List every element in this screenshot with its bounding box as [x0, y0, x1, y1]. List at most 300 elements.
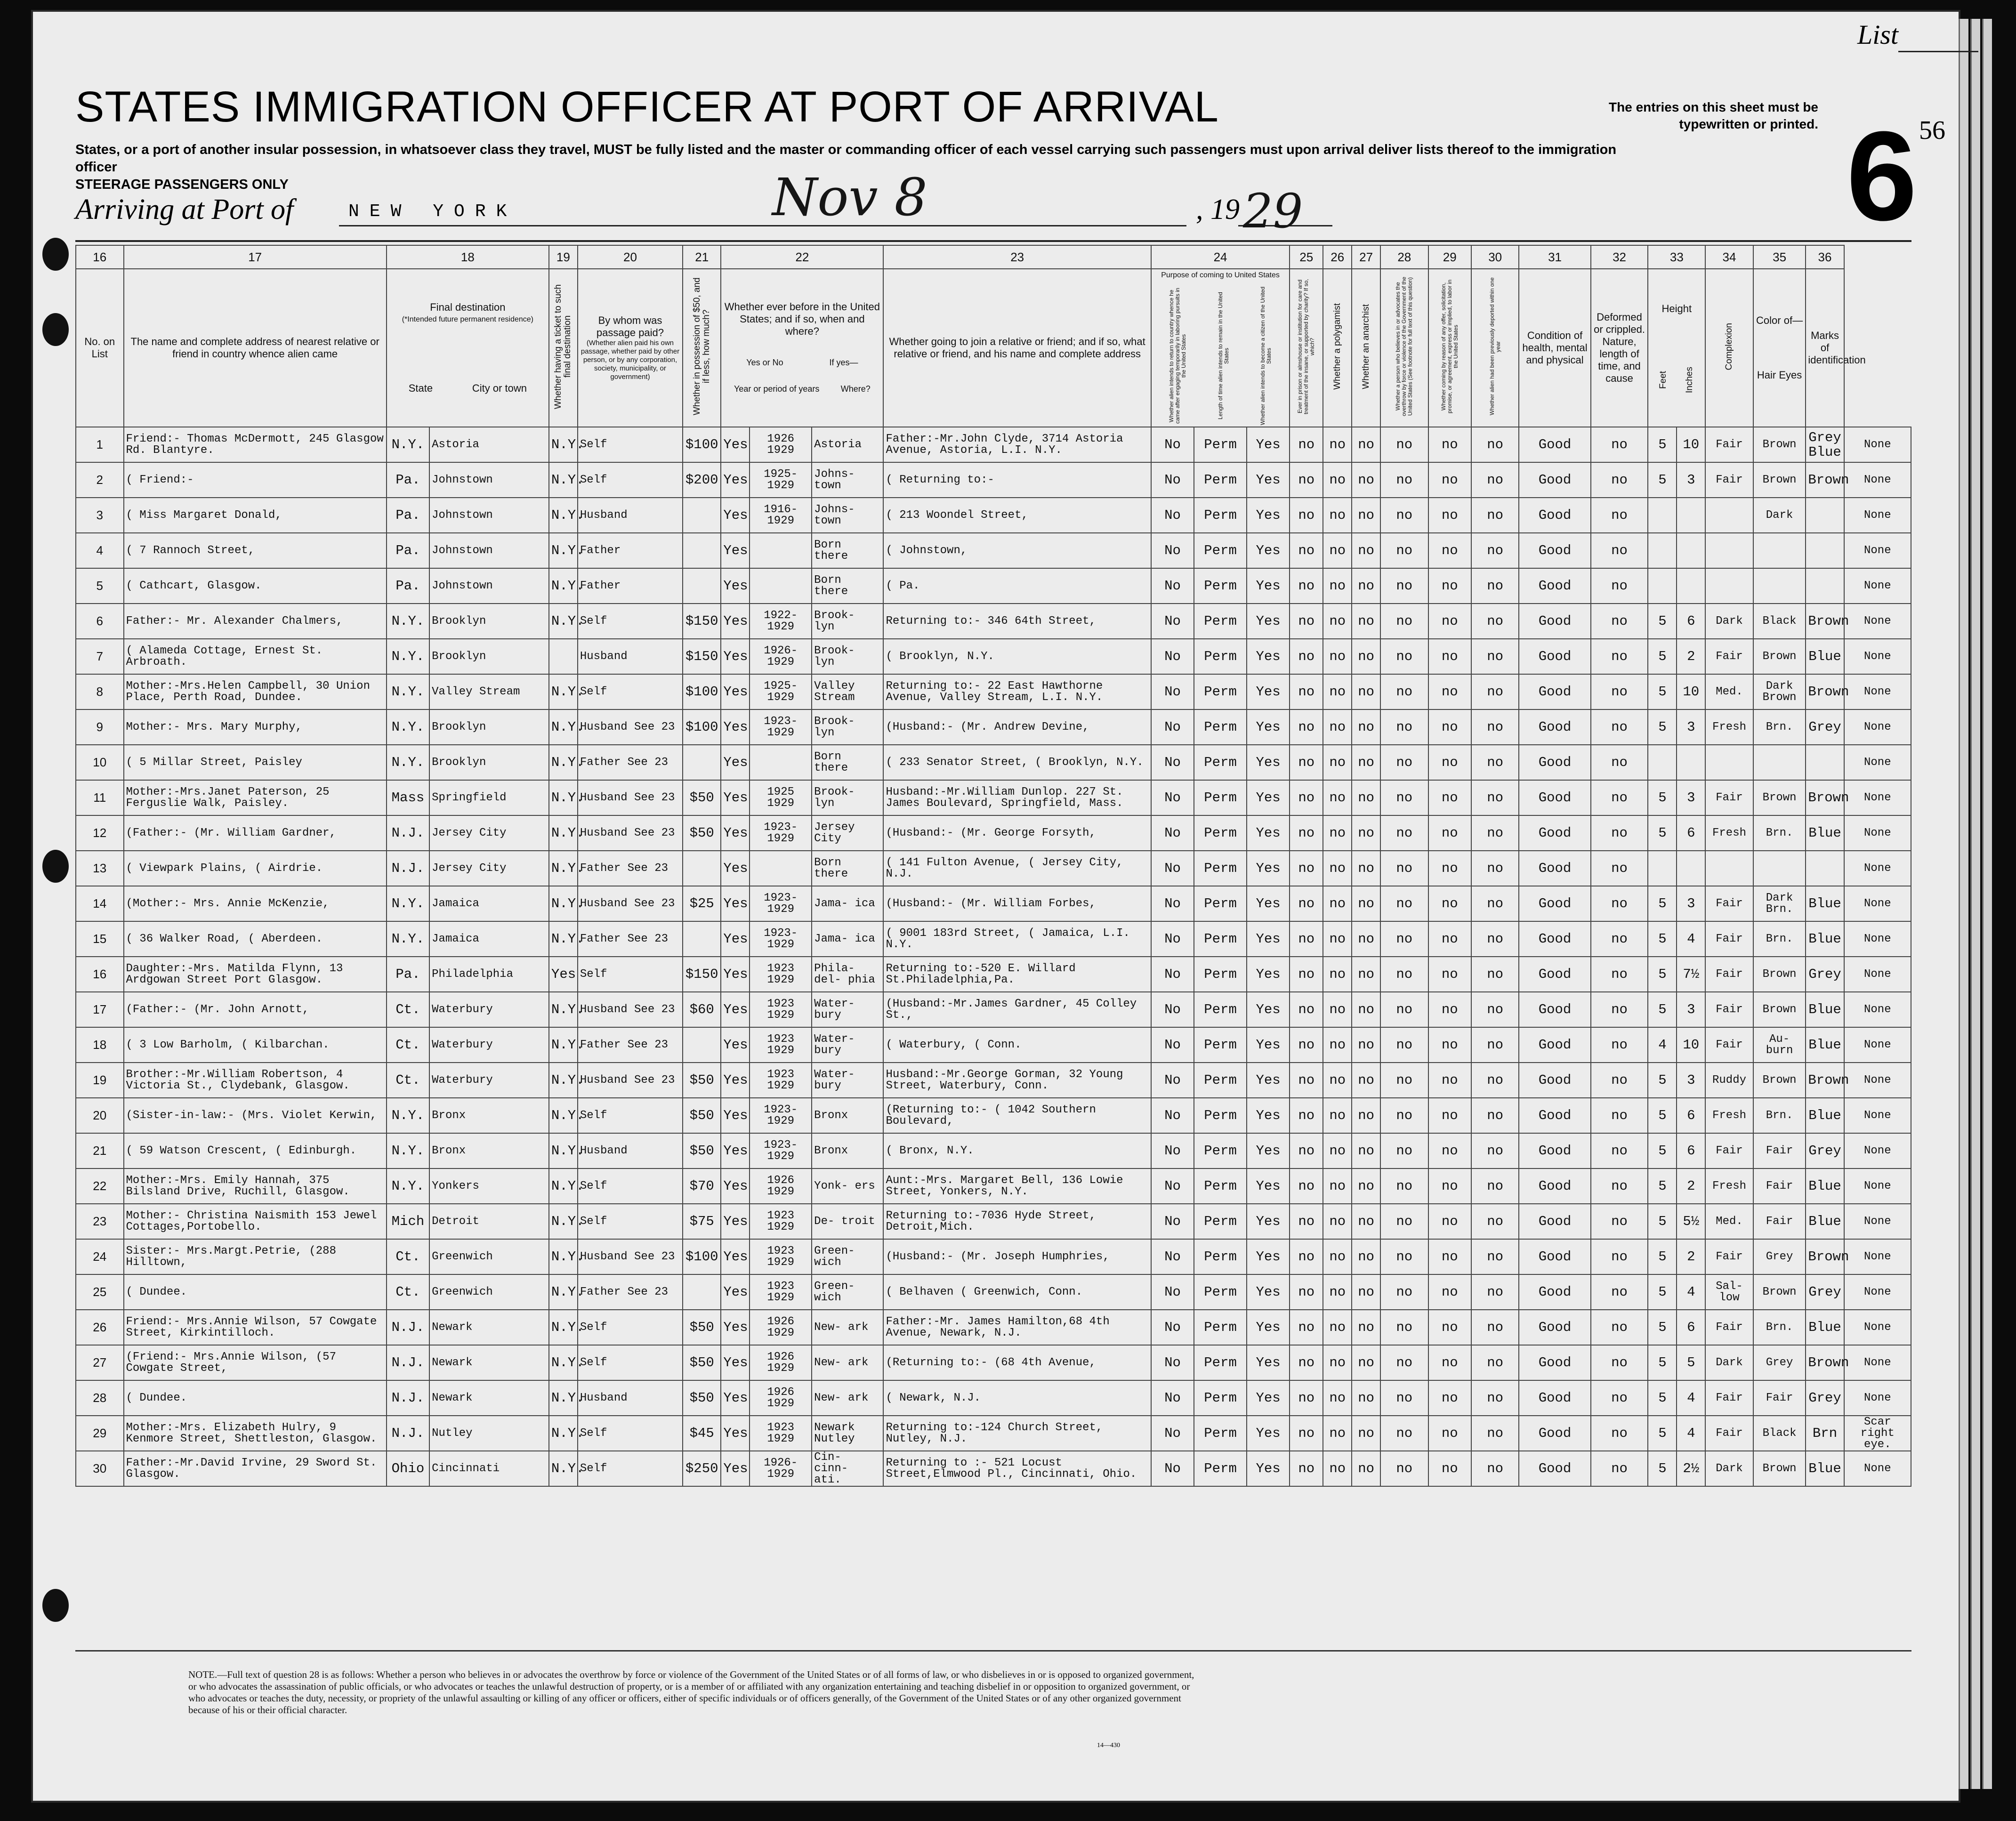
cell-n: 15 — [76, 921, 124, 957]
cell-tk: N.Y. — [549, 604, 578, 639]
cell-money: $50 — [683, 1345, 721, 1380]
table-row — [76, 498, 1911, 533]
table-row — [76, 921, 1911, 957]
cell-c24b: Perm — [1194, 745, 1247, 780]
list-label: List — [1857, 19, 1898, 50]
cell-st: N.Y. — [387, 745, 429, 780]
cell-yrs: 1922- 1929 — [750, 604, 812, 639]
cell-yrs — [750, 745, 812, 780]
cell-ft: 5 — [1648, 1380, 1677, 1416]
cell-c32: no — [1591, 815, 1648, 851]
cell-st: Pa. — [387, 957, 429, 992]
cell-n: 11 — [76, 780, 124, 815]
cell-eyes: Blue — [1806, 921, 1844, 957]
cell-rel: (Father:- (Mr. John Arnott, — [124, 992, 387, 1027]
cell-join: (Husband:-Mr.James Gardner, 45 Colley St., — [883, 992, 1151, 1027]
cell-n: 7 — [76, 639, 124, 674]
cell-yn: Yes — [721, 462, 750, 498]
cell-hair: Fair — [1753, 1380, 1806, 1416]
cell-yrs: 1923 1929 — [750, 1027, 812, 1063]
cell-c27: no — [1352, 1168, 1380, 1204]
cell-city: Bronx — [429, 1133, 549, 1168]
cell-c27: no — [1352, 1380, 1380, 1416]
cell-city: Waterbury — [429, 1027, 549, 1063]
cell-c24c: Yes — [1247, 498, 1290, 533]
cell-ft: 5 — [1648, 886, 1677, 921]
colnum: 31 — [1519, 245, 1590, 269]
cell-where: New- ark — [812, 1345, 883, 1380]
cell-c32: no — [1591, 568, 1648, 604]
cell-rel: ( 36 Walker Road, ( Aberdeen. — [124, 921, 387, 957]
cell-n: 28 — [76, 1380, 124, 1416]
cell-c27: no — [1352, 1204, 1380, 1239]
cell-c25: no — [1290, 1098, 1323, 1133]
cell-c24b: Perm — [1194, 957, 1247, 992]
cell-c24c: Yes — [1247, 709, 1290, 745]
cell-tk: N.Y. — [549, 1168, 578, 1204]
cell-city: Brooklyn — [429, 604, 549, 639]
cell-c24c: Yes — [1247, 1168, 1290, 1204]
table-row — [76, 957, 1911, 992]
hair-label: Hair — [1757, 369, 1776, 381]
cell-n: 13 — [76, 851, 124, 886]
cell-join: (Husband:- (Mr. Joseph Humphries, — [883, 1239, 1151, 1274]
length-stay-label: Length of time alien intends to remain in the United States — [1217, 292, 1230, 420]
cell-c28: no — [1380, 1063, 1428, 1098]
arriving-label: Arriving at Port of — [75, 193, 294, 226]
cell-yrs: 1923- 1929 — [750, 1133, 812, 1168]
cell-c32: no — [1591, 1274, 1648, 1310]
cell-yn: Yes — [721, 1168, 750, 1204]
cell-rel: ( Miss Margaret Donald, — [124, 498, 387, 533]
cell-eyes: Brown — [1806, 1063, 1844, 1098]
cell-c28: no — [1380, 709, 1428, 745]
cell-ft: 5 — [1648, 1345, 1677, 1380]
colnum: 35 — [1753, 245, 1806, 269]
cell-c29: no — [1428, 462, 1471, 498]
colnum: 17 — [124, 245, 387, 269]
cell-c31: Good — [1519, 1451, 1590, 1486]
cell-cx — [1705, 851, 1753, 886]
cell-st: Ct. — [387, 1063, 429, 1098]
cell-c32: no — [1591, 1239, 1648, 1274]
cell-city: Yonkers — [429, 1168, 549, 1204]
cell-c26: no — [1323, 1416, 1352, 1451]
cell-join: (Husband:- (Mr. William Forbes, — [883, 886, 1151, 921]
cell-c24: No — [1151, 498, 1194, 533]
cell-ft: 5 — [1648, 427, 1677, 462]
cell-c29: no — [1428, 604, 1471, 639]
cell-c25: no — [1290, 639, 1323, 674]
table-row — [76, 1027, 1911, 1063]
header-q28 — [1380, 269, 1428, 427]
cell-tk: N.Y. — [549, 674, 578, 709]
cell-c24: No — [1151, 1451, 1194, 1486]
cell-cx: Fair — [1705, 957, 1753, 992]
header-passage-paid — [578, 269, 683, 427]
cell-cx — [1705, 745, 1753, 780]
cell-paid: Father See 23 — [578, 1274, 683, 1310]
cell-yrs: 1923 1929 — [750, 1239, 812, 1274]
cell-eyes: Blue — [1806, 1098, 1844, 1133]
cell-c29: no — [1428, 780, 1471, 815]
cell-c32: no — [1591, 1380, 1648, 1416]
cell-join: Husband:-Mr.George Gorman, 32 Young Street, Waterbury, Conn. — [883, 1063, 1151, 1098]
cell-join: ( Pa. — [883, 568, 1151, 604]
colnum: 26 — [1323, 245, 1352, 269]
cell-c32: no — [1591, 1416, 1648, 1451]
cell-tk: N.Y. — [549, 1345, 578, 1380]
cell-c24b: Perm — [1194, 780, 1247, 815]
cell-city: Bronx — [429, 1098, 549, 1133]
cell-st: N.Y. — [387, 639, 429, 674]
cell-money: $150 — [683, 957, 721, 992]
header-money — [683, 269, 721, 427]
cell-city: Brooklyn — [429, 745, 549, 780]
cell-c31: Good — [1519, 851, 1590, 886]
cell-marks: None — [1844, 709, 1911, 745]
cell-tk: N.Y. — [549, 1416, 578, 1451]
cell-tk: N.Y. — [549, 533, 578, 568]
cell-st: N.J. — [387, 1380, 429, 1416]
cell-c26: no — [1323, 462, 1352, 498]
cell-where: Jama- ica — [812, 886, 883, 921]
cell-c24c: Yes — [1247, 1063, 1290, 1098]
handwritten-date: Nov 8 — [772, 167, 927, 227]
cell-yrs: 1925 1929 — [750, 780, 812, 815]
polygamist-label: Whether a polygamist — [1332, 303, 1342, 390]
cell-c32: no — [1591, 957, 1648, 992]
binder-hole — [42, 313, 69, 346]
cell-city: Valley Stream — [429, 674, 549, 709]
cell-cx: Med. — [1705, 1204, 1753, 1239]
cell-marks: None — [1844, 604, 1911, 639]
cell-eyes: Grey — [1806, 1133, 1844, 1168]
cell-c24b: Perm — [1194, 1451, 1247, 1486]
cell-yn: Yes — [721, 921, 750, 957]
cell-city: Nutley — [429, 1416, 549, 1451]
colnum: 18 — [387, 245, 549, 269]
cell-c24: No — [1151, 1204, 1194, 1239]
colnum: 29 — [1428, 245, 1471, 269]
colnum: 33 — [1648, 245, 1705, 269]
cell-join: ( Bronx, N.Y. — [883, 1133, 1151, 1168]
cell-st: N.J. — [387, 815, 429, 851]
cell-c24: No — [1151, 604, 1194, 639]
cell-paid: Self — [578, 462, 683, 498]
header-ticket — [549, 269, 578, 427]
cell-join: ( Johnstown, — [883, 533, 1151, 568]
cell-hair: Brown — [1753, 427, 1806, 462]
cell-c29: no — [1428, 815, 1471, 851]
cell-n: 6 — [76, 604, 124, 639]
cell-cx: Fair — [1705, 1239, 1753, 1274]
cell-paid: Husband — [578, 1380, 683, 1416]
cell-c30: no — [1471, 568, 1519, 604]
cell-paid: Father See 23 — [578, 1027, 683, 1063]
cell-yrs: 1925- 1929 — [750, 462, 812, 498]
cell-rel: Mother:-Mrs. Emily Hannah, 375 Bilsland Drive, Ruchill, Glasgow. — [124, 1168, 387, 1204]
cell-money: $150 — [683, 604, 721, 639]
cell-yn: Yes — [721, 957, 750, 992]
cell-c27: no — [1352, 1416, 1380, 1451]
cell-paid: Father See 23 — [578, 745, 683, 780]
table-row — [76, 1168, 1911, 1204]
cell-c25: no — [1290, 815, 1323, 851]
cell-c25: no — [1290, 1133, 1323, 1168]
manifest-table — [75, 245, 1911, 1487]
cell-join: ( Waterbury, ( Conn. — [883, 1027, 1151, 1063]
cell-hair: Dark Brn. — [1753, 886, 1806, 921]
cell-c32: no — [1591, 1204, 1648, 1239]
cell-st: Ct. — [387, 992, 429, 1027]
cell-join: ( Brooklyn, N.Y. — [883, 639, 1151, 674]
cell-c24: No — [1151, 1063, 1194, 1098]
cell-rel: Friend:- Thomas McDermott, 245 Glasgow Rd. Blantyre. — [124, 427, 387, 462]
cell-c31: Good — [1519, 604, 1590, 639]
cell-c25: no — [1290, 1204, 1323, 1239]
header-final-destination — [387, 269, 549, 427]
cell-yrs: 1926 1929 — [750, 427, 812, 462]
cell-marks: None — [1844, 851, 1911, 886]
cell-c27: no — [1352, 1098, 1380, 1133]
cell-in: 4 — [1677, 1380, 1705, 1416]
table-row — [76, 427, 1911, 462]
port-name: NEW YORK — [348, 201, 517, 222]
table-row — [76, 1380, 1911, 1416]
cell-c24b: Perm — [1194, 568, 1247, 604]
cell-c24c: Yes — [1247, 1310, 1290, 1345]
cell-rel: Mother:-Mrs. Elizabeth Hulry, 9 Kenmore Street, Shettleston, Glasgow. — [124, 1416, 387, 1451]
cell-rel: Mother:- Christina Naismith 153 Jewel Cottages,Portobello. — [124, 1204, 387, 1239]
cell-c27: no — [1352, 1451, 1380, 1486]
cell-c26: no — [1323, 1098, 1352, 1133]
cell-n: 23 — [76, 1204, 124, 1239]
cell-marks: None — [1844, 1451, 1911, 1486]
cell-st: N.Y. — [387, 921, 429, 957]
cell-paid: Self — [578, 674, 683, 709]
cell-yrs: 1923 1929 — [750, 1274, 812, 1310]
cell-c31: Good — [1519, 921, 1590, 957]
cell-marks: None — [1844, 568, 1911, 604]
cell-tk: N.Y. — [549, 886, 578, 921]
cell-cx: Fair — [1705, 1380, 1753, 1416]
cell-rel: Father:- Mr. Alexander Chalmers, — [124, 604, 387, 639]
header-relative: The name and complete address of nearest relative or friend in country whence alien came — [124, 269, 387, 427]
cell-c26: no — [1323, 1204, 1352, 1239]
cell-yrs: 1916- 1929 — [750, 498, 812, 533]
cell-hair — [1753, 851, 1806, 886]
cell-c24b: Perm — [1194, 533, 1247, 568]
cell-st: Ct. — [387, 1274, 429, 1310]
cell-c30: no — [1471, 1133, 1519, 1168]
cell-c30: no — [1471, 1380, 1519, 1416]
cell-in: 2 — [1677, 1239, 1705, 1274]
cell-ft: 5 — [1648, 1451, 1677, 1486]
cell-c25: no — [1290, 851, 1323, 886]
table-row — [76, 568, 1911, 604]
table-row — [76, 533, 1911, 568]
cell-c27: no — [1352, 780, 1380, 815]
table-row — [76, 1274, 1911, 1310]
colnum: 34 — [1705, 245, 1753, 269]
cell-where: Brook- lyn — [812, 639, 883, 674]
cell-c28: no — [1380, 851, 1428, 886]
sheet-small-number: 56 — [1919, 116, 1945, 145]
cell-c26: no — [1323, 851, 1352, 886]
cell-paid: Husband See 23 — [578, 815, 683, 851]
header-complexion — [1705, 269, 1753, 427]
arriving-line — [339, 225, 1186, 226]
cell-join: Husband:-Mr.William Dunlop. 227 St. James Boulevard, Springfield, Mass. — [883, 780, 1151, 815]
cell-c24b: Perm — [1194, 427, 1247, 462]
cell-c28: no — [1380, 745, 1428, 780]
cell-c29: no — [1428, 957, 1471, 992]
cell-c24: No — [1151, 1310, 1194, 1345]
cell-eyes: Blue — [1806, 1451, 1844, 1486]
cell-c24b: Perm — [1194, 1239, 1247, 1274]
cell-city: Detroit — [429, 1204, 549, 1239]
cell-c29: no — [1428, 1274, 1471, 1310]
cell-hair: Brown — [1753, 780, 1806, 815]
cell-c27: no — [1352, 639, 1380, 674]
cell-c24: No — [1151, 1416, 1194, 1451]
cell-rel: (Mother:- Mrs. Annie McKenzie, — [124, 886, 387, 921]
table-row — [76, 1204, 1911, 1239]
cell-c25: no — [1290, 1239, 1323, 1274]
cell-eyes — [1806, 851, 1844, 886]
cell-c29: no — [1428, 1451, 1471, 1486]
cell-c27: no — [1352, 921, 1380, 957]
cell-c31: Good — [1519, 886, 1590, 921]
cell-in: 6 — [1677, 604, 1705, 639]
cell-st: Ct. — [387, 1239, 429, 1274]
cell-join: Returning to:-124 Church Street, Nutley, N.J. — [883, 1416, 1151, 1451]
cell-c29: no — [1428, 1133, 1471, 1168]
cell-in: 4 — [1677, 1416, 1705, 1451]
cell-join: Returning to:-7036 Hyde Street, Detroit,Mich. — [883, 1204, 1151, 1239]
cell-st: N.Y. — [387, 886, 429, 921]
cell-money — [683, 498, 721, 533]
cell-join: ( Newark, N.J. — [883, 1380, 1151, 1416]
cell-c24c: Yes — [1247, 957, 1290, 992]
cell-hair: Fair — [1753, 1168, 1806, 1204]
cell-yrs: 1923 1929 — [750, 1416, 812, 1451]
cell-yn: Yes — [721, 780, 750, 815]
cell-city: Johnstown — [429, 462, 549, 498]
cell-marks: None — [1844, 639, 1911, 674]
cell-yn: Yes — [721, 674, 750, 709]
cell-eyes: Blue — [1806, 1310, 1844, 1345]
cell-money — [683, 533, 721, 568]
cell-c25: no — [1290, 674, 1323, 709]
cell-c24c: Yes — [1247, 674, 1290, 709]
cell-in: 3 — [1677, 780, 1705, 815]
cell-st: N.J. — [387, 1416, 429, 1451]
cell-n: 29 — [76, 1416, 124, 1451]
cell-cx: Fair — [1705, 427, 1753, 462]
cell-c24b: Perm — [1194, 1063, 1247, 1098]
cell-paid: Father See 23 — [578, 851, 683, 886]
cell-n: 14 — [76, 886, 124, 921]
cell-rel: (Sister-in-law:- (Mrs. Violet Kerwin, — [124, 1098, 387, 1133]
cell-c24: No — [1151, 957, 1194, 992]
cell-c25: no — [1290, 568, 1323, 604]
cell-cx: Fair — [1705, 886, 1753, 921]
cell-ft — [1648, 745, 1677, 780]
cell-c25: no — [1290, 533, 1323, 568]
cell-in — [1677, 851, 1705, 886]
cell-join: (Husband:- (Mr. George Forsyth, — [883, 815, 1151, 851]
cell-c24: No — [1151, 815, 1194, 851]
cell-c24: No — [1151, 1239, 1194, 1274]
cell-c31: Good — [1519, 1239, 1590, 1274]
steerage-label: STEERAGE PASSENGERS ONLY — [75, 177, 289, 192]
cell-c30: no — [1471, 957, 1519, 992]
cell-c31: Good — [1519, 780, 1590, 815]
cell-c29: no — [1428, 1380, 1471, 1416]
cell-c29: no — [1428, 1310, 1471, 1345]
cell-tk: N.Y. — [549, 851, 578, 886]
colnum: 30 — [1471, 245, 1519, 269]
cell-rel: ( Dundee. — [124, 1380, 387, 1416]
cell-where: Johns- town — [812, 462, 883, 498]
cell-c29: no — [1428, 1416, 1471, 1451]
cell-yn: Yes — [721, 992, 750, 1027]
cell-paid: Husband See 23 — [578, 1239, 683, 1274]
cell-cx: Fresh — [1705, 709, 1753, 745]
cell-city: Newark — [429, 1310, 549, 1345]
cell-c24: No — [1151, 1274, 1194, 1310]
cell-c29: no — [1428, 1063, 1471, 1098]
cell-money: $200 — [683, 462, 721, 498]
cell-c32: no — [1591, 639, 1648, 674]
header-height — [1648, 269, 1705, 427]
cell-c28: no — [1380, 498, 1428, 533]
column-number-row — [76, 245, 1911, 269]
cell-ft — [1648, 851, 1677, 886]
cell-c30: no — [1471, 1063, 1519, 1098]
cell-cx — [1705, 533, 1753, 568]
cell-c25: no — [1290, 745, 1323, 780]
cell-c26: no — [1323, 1063, 1352, 1098]
typewritten-note: The entries on this sheet must be typewritten or printed. — [1609, 100, 1818, 131]
cell-c31: Good — [1519, 1063, 1590, 1098]
cell-c31: Good — [1519, 1133, 1590, 1168]
cell-ft: 5 — [1648, 1098, 1677, 1133]
cell-in — [1677, 745, 1705, 780]
cell-where: New- ark — [812, 1380, 883, 1416]
cell-rel: Friend:- Mrs.Annie Wilson, 57 Cowgate Street, Kirkintilloch. — [124, 1310, 387, 1345]
cell-c24c: Yes — [1247, 1133, 1290, 1168]
cell-tk: N.Y. — [549, 1239, 578, 1274]
cell-paid: Husband — [578, 498, 683, 533]
cell-c28: no — [1380, 1345, 1428, 1380]
header-deported — [1471, 269, 1519, 427]
cell-c24: No — [1151, 1345, 1194, 1380]
cell-in: 7½ — [1677, 957, 1705, 992]
cell-in: 10 — [1677, 1027, 1705, 1063]
cell-tk: N.Y. — [549, 1380, 578, 1416]
header-no-on-list: No. on List — [76, 269, 124, 427]
cell-yn: Yes — [721, 1063, 750, 1098]
cell-in — [1677, 533, 1705, 568]
cell-marks: None — [1844, 745, 1911, 780]
cell-c24c: Yes — [1247, 639, 1290, 674]
cell-ft: 5 — [1648, 1063, 1677, 1098]
cell-c25: no — [1290, 604, 1323, 639]
page-title: STATES IMMIGRATION OFFICER AT PORT OF ARRIVAL — [75, 83, 1219, 131]
